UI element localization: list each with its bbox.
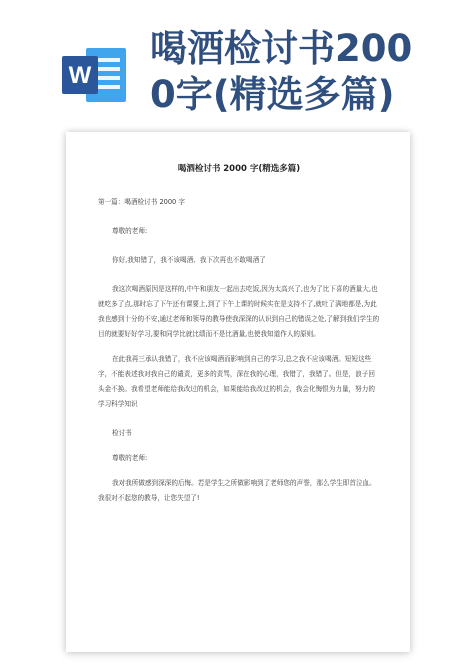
page-header: [0, 0, 474, 118]
salutation: 尊敬的老师:: [112, 227, 148, 235]
salutation: 尊敬的老师:: [112, 454, 148, 462]
page-title: [150, 26, 450, 118]
paragraph: 在此我再三承认我错了，我不应该喝酒而影响到自己的学习,总之我不应该喝酒。短短这些字，不能表述我对我自己的谴责，更多的责骂，深在我的心理，我错了，我错了。但是，浪子回头金不换。我希望老师能给我改过的机会，如果能给我改过的机会，我会化悔恨为力量，努力的学习科学知识: [98, 355, 375, 408]
svg-text:W: W: [68, 62, 92, 89]
paragraph: 我对我所做感到深深的后悔。若是学生之所做影响到了老师您的声誉，那么学生即首泣血。我很对不起您的教导，让您失望了!: [98, 479, 376, 502]
section-heading: 第一篇：喝酒检讨书 2000 字: [98, 198, 185, 206]
document-body: [98, 162, 380, 506]
paragraph: 我这次喝酒原因是这样的,中午和朋友一起出去吃饭,因为太高兴了,也为了比下喜的酒量大,也就吃多了点,那时忘了下午还有课要上,到了下午上课的时候实在是支持不了,就吐了满地都是,为此我也感到十分的不安,通过老师和领导的教导使我深深的认识到自己的错误之处,了解到我们学生的目的就要好好学习,要和同学比就比绩而不是比酒量,也使我知道作人的原则。: [98, 285, 380, 338]
section-heading: 检讨书: [112, 429, 132, 437]
word-document-icon: [60, 44, 130, 106]
paragraph: 你好,我知错了，我不该喝酒、我下次再也不敢喝酒了: [112, 256, 266, 264]
document-page: [66, 132, 410, 652]
title-line-1: 喝酒检讨书200: [150, 27, 413, 70]
document-title: 喝酒检讨书 2000 字(精选多篇): [177, 164, 301, 174]
title-line-2: 0字(精选多篇): [150, 73, 395, 116]
